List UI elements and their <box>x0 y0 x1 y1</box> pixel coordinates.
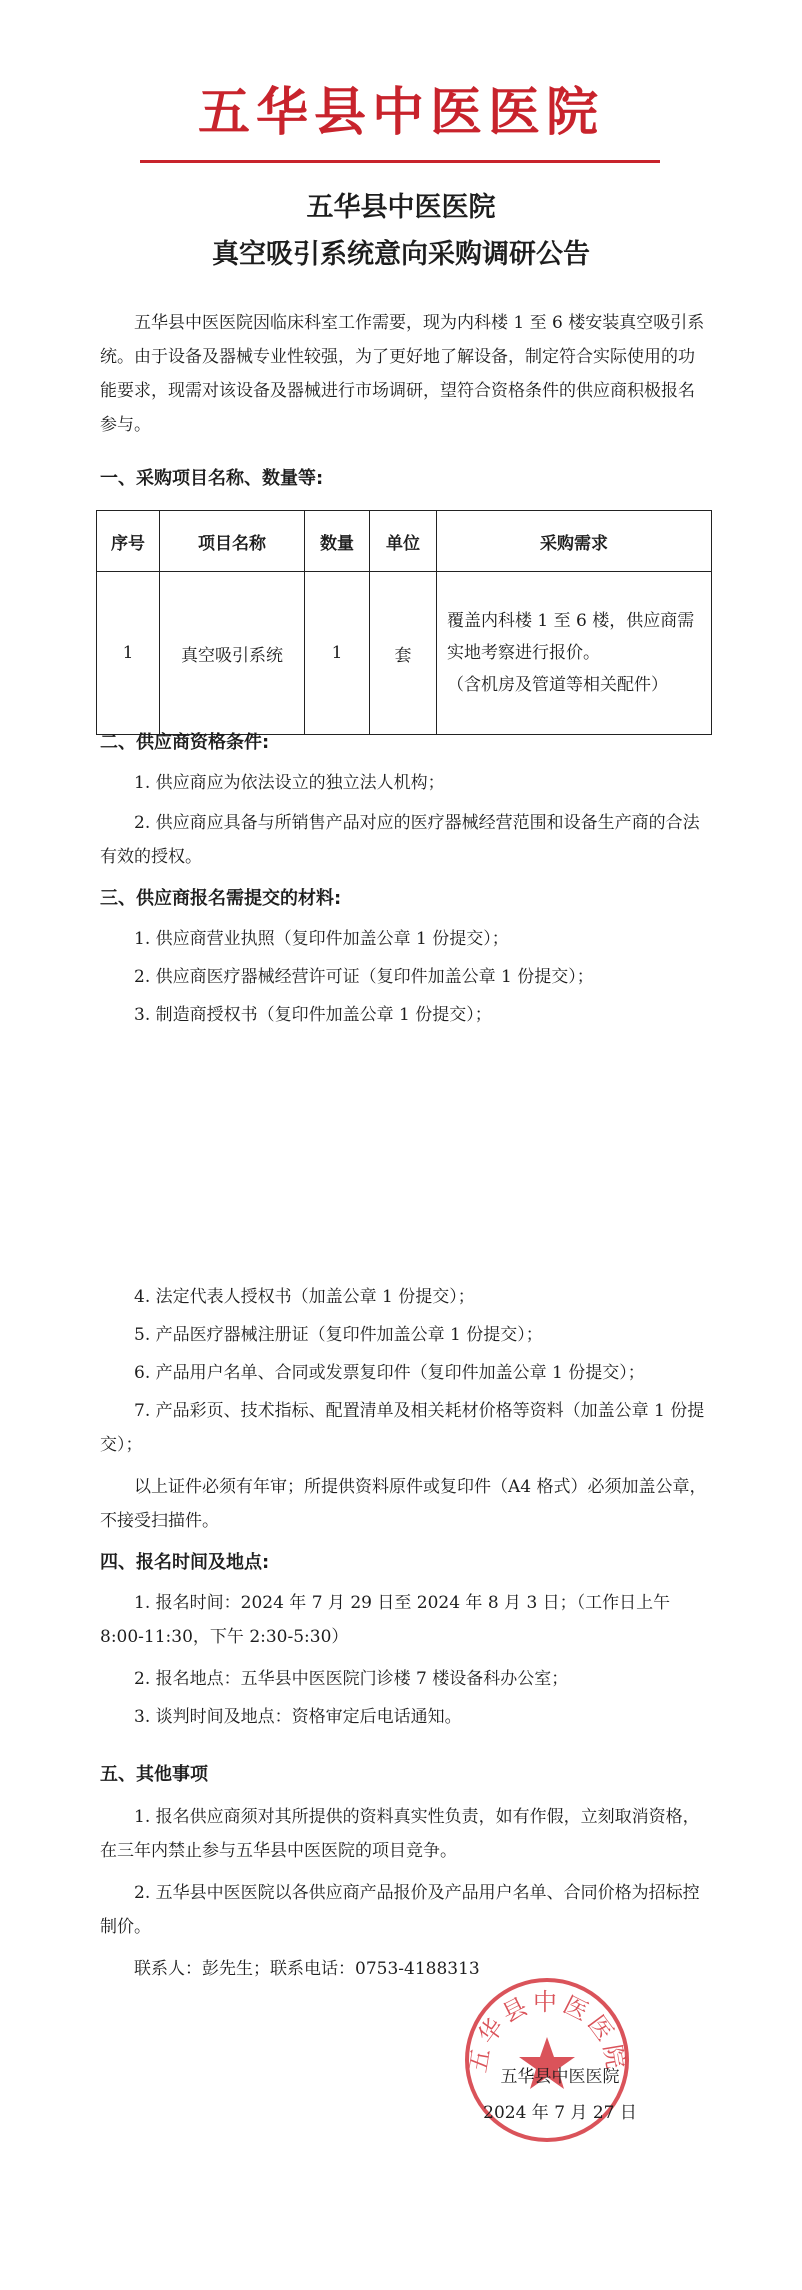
section4-item-3: 3. 谈判时间及地点：资格审定后电话通知。 <box>134 1707 462 1727</box>
table-header-row <box>97 511 712 572</box>
contact-line: 联系人：彭先生；联系电话：0753-4188313 <box>134 1959 480 1979</box>
doc-title-line1: 五华县中医医院 <box>306 192 496 223</box>
seal-text: 五华县中医医院 <box>463 1988 631 2075</box>
section1-heading: 一、采购项目名称、数量等: <box>100 468 324 489</box>
cell-name: 真空吸引系统 <box>160 572 305 735</box>
section3-item-2: 2. 供应商医疗器械经营许可证（复印件加盖公章 1 份提交）； <box>134 967 594 987</box>
cell-no: 1 <box>97 572 160 735</box>
section3-item-3: 3. 制造商授权书（复印件加盖公章 1 份提交）； <box>134 1005 492 1025</box>
col-header-no: 序号 <box>97 511 160 572</box>
letterhead-divider <box>140 160 660 163</box>
requirement-text: 覆盖内科楼 1 至 6 楼，供应商需实地考察进行报价。 <box>447 611 695 663</box>
col-header-name: 项目名称 <box>160 511 305 572</box>
section3-heading: 三、供应商报名需提交的材料: <box>100 888 342 909</box>
intro-paragraph: 五华县中医医院因临床科室工作需要，现为内科楼 1 至 6 楼安装真空吸引系统。由于设备及器械专业性较强，为了更好地了解设备，制定符合实际使用的功能要求，现需对该设备及器械进行市场调研，望符合资格条件的供应商积极报名参与。 <box>100 313 705 435</box>
letterhead-title: 五华县中医医院 <box>197 82 604 143</box>
section3-item-6: 6. 产品用户名单、合同或发票复印件（复印件加盖公章 1 份提交）； <box>134 1363 645 1383</box>
section4-item-1: 1. 报名时间：2024 年 7 月 29 日至 2024 年 8 月 3 日；（工作日上午 8:00-11:30，下午 2:30-5:30） <box>100 1593 671 1647</box>
col-header-qty: 数量 <box>305 511 370 572</box>
col-header-requirement: 采购需求 <box>437 511 712 572</box>
section3-note: 以上证件必须有年审；所提供资料原件或复印件（A4 格式）必须加盖公章，不接受扫描件。 <box>100 1477 707 1531</box>
section2-heading: 二、供应商资格条件: <box>100 732 270 753</box>
section2-item-2: 2. 供应商应具备与所销售产品对应的医疗器械经营范围和设备生产商的合法有效的授权。 <box>100 813 700 867</box>
section3-item-7: 7. 产品彩页、技术指标、配置清单及相关耗材价格等资料（加盖公章 1 份提交）； <box>100 1401 705 1455</box>
requirement-note: （含机房及管道等相关配件） <box>447 675 668 695</box>
section4-item-2: 2. 报名地点：五华县中医医院门诊楼 7 楼设备科办公室； <box>134 1669 569 1689</box>
section2-item-1: 1. 供应商应为依法设立的独立法人机构； <box>134 773 445 793</box>
section5-item-1: 1. 报名供应商须对其所提供的资料真实性负责，如有作假，立刻取消资格，在三年内禁止参与五华县中医医院的项目竞争。 <box>100 1807 700 1861</box>
section5-item-2: 2. 五华县中医医院以各供应商产品报价及产品用户名单、合同价格为招标控制价。 <box>100 1883 700 1937</box>
section3-item-5: 5. 产品医疗器械注册证（复印件加盖公章 1 份提交）； <box>134 1325 543 1345</box>
section3-item-1: 1. 供应商营业执照（复印件加盖公章 1 份提交）； <box>134 929 509 949</box>
section4-heading: 四、报名时间及地点: <box>100 1552 270 1573</box>
cell-unit: 套 <box>370 572 437 735</box>
doc-title-line2: 真空吸引系统意向采购调研公告 <box>212 239 590 270</box>
table-row <box>97 572 712 735</box>
section3-item-4: 4. 法定代表人授权书（加盖公章 1 份提交）； <box>134 1287 475 1307</box>
section5-heading: 五、其他事项 <box>100 1764 208 1785</box>
cell-qty: 1 <box>305 572 370 735</box>
signature-date: 2024 年 7 月 27 日 <box>483 2103 637 2123</box>
col-header-unit: 单位 <box>370 511 437 572</box>
signature-org: 五华县中医医院 <box>500 2067 620 2087</box>
procurement-table <box>96 510 712 735</box>
cell-requirement <box>437 572 712 735</box>
